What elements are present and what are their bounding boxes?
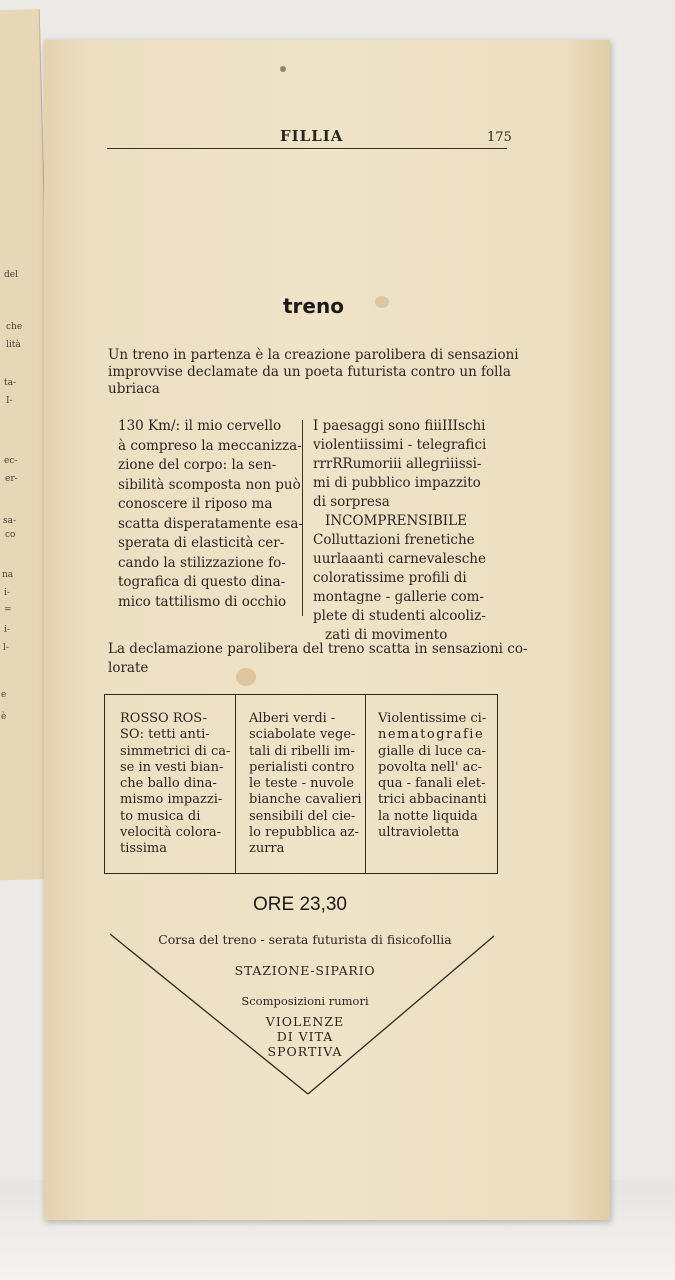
header-rule [107,148,507,149]
cell-line: nematografie [378,727,485,743]
declamation-line: La declamazione parolibera del treno scatta in sensazioni co- [108,641,528,657]
right-column [313,417,497,645]
cell-line: sensibili del cie- [249,808,356,824]
left-page-fragment: lità [6,340,21,350]
left-column-line: 130 Km/: il mio cervello [118,418,282,434]
left-page-fragment: i- [4,588,10,598]
intro-line: improvvise declamate da un poeta futurista contro un folla [108,364,511,380]
right-column-line: rrrRRumoriii allegriiissi- [313,456,482,472]
running-head-author: FILLIA [280,127,344,145]
cell-line: trici abbacinanti [378,792,487,808]
violenze-line: SPORTIVA [267,1044,343,1059]
left-page-fragment: i- [4,625,10,635]
color-sensations-table [104,694,498,874]
cell-line: che ballo dina- [120,776,217,792]
cell-line: to musica di [120,808,201,824]
cell-line: Alberi verdi - [249,711,336,726]
cell-line: sciabolate vege- [249,727,356,743]
cell-line: se in vesti bian- [120,759,224,775]
right-column-line: uurlaaanti carnevalesche [313,551,486,567]
cell-line: tali di ribelli im- [249,743,355,759]
left-column-line: sperata di elasticità cer- [118,535,285,551]
left-column-line: à compreso la meccanizza- [118,437,302,454]
column-divider [302,420,303,616]
left-page-fragment: na [2,570,14,580]
left-column-line: sibilità scomposta non può [118,476,301,493]
poem-title: treno [283,294,344,318]
triangle-line-stazione: STAZIONE-SIPARIO [234,963,376,978]
cell-line: SO: tetti anti- [120,727,210,743]
left-column-line: zione del corpo: la sen- [118,457,277,473]
right-column-line: Colluttazioni frenetiche [313,532,475,548]
left-page-fragment: che [6,322,23,332]
page-number: 175 [487,130,512,145]
triangle-line-corsa: Corsa del treno - serata futurista di fisicofollia [158,932,452,947]
left-page-fragment: sa- [3,516,17,526]
left-page-fragment: = [4,605,12,615]
cell-line: tissima [120,841,167,857]
left-column-line: scatta disperatamente esa- [118,515,303,532]
table-divider [365,695,366,873]
cell-line: qua - fanali elet- [378,776,486,792]
table-cell-verdi [249,711,361,858]
cell-line: velocità colora- [120,825,222,841]
paper-stain [375,296,389,308]
left-column-line: conoscere il riposo ma [118,496,273,512]
cell-line: mismo impazzi- [120,792,223,808]
right-column-line: di sorpresa [313,494,390,510]
left-column [118,417,303,612]
table-cell-violentissime [378,711,490,841]
cell-line: le teste - nuvole [249,776,354,792]
violenze-line: DI VITA [276,1029,334,1044]
cell-line: ROSSO ROS- [120,711,208,726]
left-column-line: mico tattilismo di occhio [118,593,287,610]
declamation-paragraph [108,640,528,678]
right-column-line: plete di studenti alcooliz- [313,608,486,624]
cell-line: ultravioletta [378,825,460,841]
cell-line: bianche cavalieri [249,792,362,808]
triangle-line-violenze [240,1014,370,1059]
left-page-fragment: l- [3,643,9,653]
right-column-line: mi di pubblico impazzito [313,475,481,491]
left-page-fragment: co [5,530,16,540]
left-page-fragment: è [1,712,7,722]
violenze-line: VIOLENZE [265,1014,345,1029]
cell-line: simmetrici di ca- [120,743,231,759]
right-column-line: INCOMPRENSIBILE [325,513,467,529]
cell-line: perialisti contro [249,759,355,775]
declamation-line: lorate [108,660,149,676]
cell-line: lo repubblica az- [249,825,359,841]
table-divider [235,695,236,873]
right-column-line: zati di movimento [325,627,448,643]
triangle-line-scomposizioni: Scomposizioni rumori [241,994,369,1008]
cell-line: gialle di luce ca- [378,743,487,759]
table-cell-rosso [120,711,230,858]
right-column-line: montagne - gallerie com- [313,589,484,605]
left-page-fragment: e [1,690,7,700]
left-column-line: tografica di questo dina- [118,574,286,590]
left-column-line: cando la stilizzazione fo- [118,554,286,571]
intro-paragraph [108,347,519,398]
left-page-fragment: er- [5,474,18,484]
left-page-fragment: ec- [4,456,18,466]
time-heading: ORE 23,30 [253,894,347,915]
right-column-line: coloratissime profili di [313,570,467,586]
cell-line: zurra [249,841,285,857]
left-page-fragment: del [4,270,18,280]
cell-line: povolta nell' ac- [378,759,483,775]
right-column-line: violentiissimi - telegrafici [313,437,487,453]
left-page-fragment: I- [6,396,13,406]
left-page-fragment: ta- [4,378,17,388]
intro-line: Un treno in partenza è la creazione parolibera di sensazioni [108,347,519,363]
cell-line: la notte liquida [378,808,478,824]
paper-speck [280,66,286,72]
right-column-line: I paesaggi sono fiiiIIIschi [313,418,486,434]
intro-line: ubriaca [108,381,160,397]
cell-line: Violentissime ci- [378,711,487,726]
